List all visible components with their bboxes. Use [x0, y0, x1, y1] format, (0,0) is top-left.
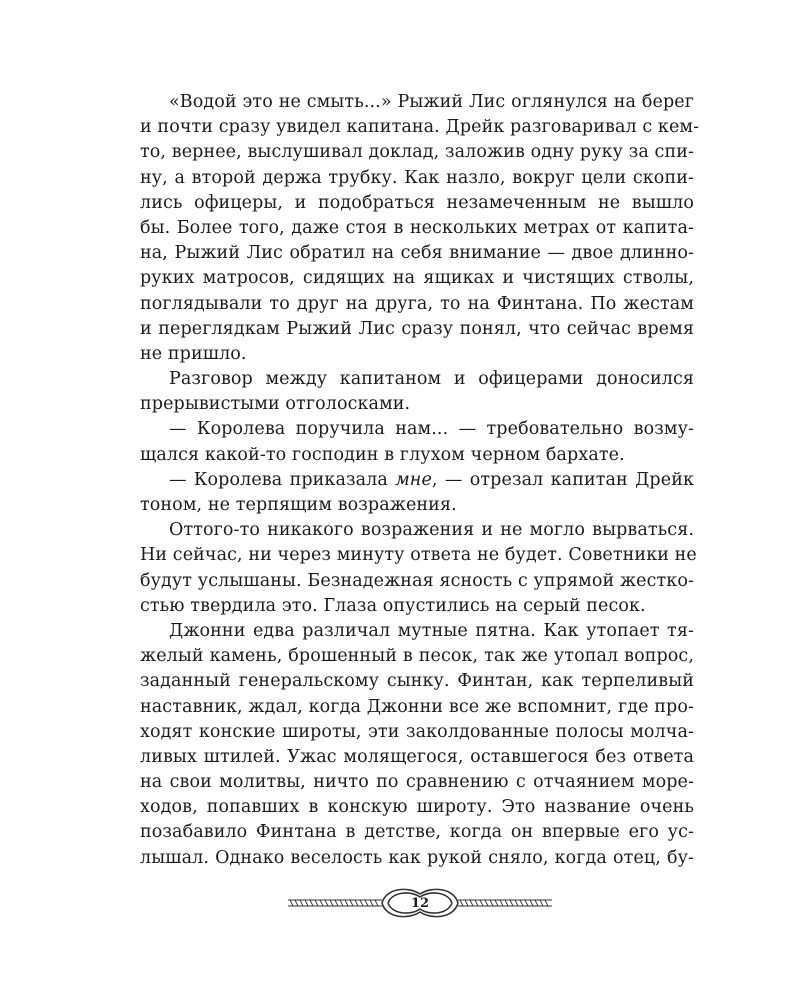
- text-line: Джонни едва различал мутные пятна. Как утопает тя-: [169, 620, 694, 641]
- text-fragment: — Королева приказала: [169, 469, 396, 490]
- text-line: [140, 468, 694, 493]
- text-line: тоном, не терпящим возражения.: [140, 495, 457, 515]
- text-line: поглядывали то друг на друга, то на Финтана. По жестам: [140, 293, 694, 314]
- text-line: Разговор между капитаном и офицерами доносился: [169, 369, 694, 390]
- text-line: стью твердила это. Глаза опустились на серый песок.: [140, 595, 646, 616]
- text-line: ну, а второй держа трубку. Как назло, вокруг цели скопи-: [140, 167, 694, 188]
- text-line: и переглядкам Рыжий Лис сразу понял, что сейчас время: [140, 318, 694, 339]
- text-line: ливых штилей. Ужас молящегося, оставшегося без ответа: [140, 746, 694, 767]
- text-line: заданный генеральскому сынку. Финтан, как терпеливый: [140, 671, 694, 692]
- text-line: и почти сразу увидел капитана. Дрейк разговаривал с кем-: [140, 117, 700, 138]
- text-line: позабавило Финтана в детстве, когда он впервые его ус-: [140, 822, 694, 843]
- text-line: руких матросов, сидящих на ящиках и чистящих стволы,: [140, 268, 694, 289]
- text-line: лись офицеры, и подобраться незамеченным не вышло: [140, 192, 694, 213]
- body-text: [140, 90, 700, 871]
- text-line: наставник, ждал, когда Джонни все же вспомнит, где про-: [140, 696, 694, 717]
- text-line: желый камень, брошенный в песок, так же утопал вопрос,: [140, 646, 694, 667]
- text-line: прерывистыми отголосками.: [140, 394, 411, 415]
- text-line: щался какой-то господин в глухом черном бархате.: [140, 444, 625, 465]
- text-line: на, Рыжий Лис обратил на себя внимание — двое длинно-: [140, 243, 694, 264]
- text-line: бы. Более того, даже стоя в нескольких метрах от капита-: [140, 217, 694, 238]
- text-line: — Королева поручила нам... — требовательно возму-: [169, 419, 694, 440]
- text-line: лышал. Однако веселость как рукой сняло, когда отец, бу-: [140, 847, 694, 868]
- page-footer-ornament: [286, 884, 554, 924]
- text-line: не пришло.: [140, 343, 247, 364]
- text-line: Оттого-то никакого возражения и не могло вырваться.: [169, 520, 694, 541]
- emphasis-word: мне: [395, 469, 432, 490]
- text-line: то, вернее, выслушивал доклад, заложив одну руку за спи-: [140, 142, 694, 163]
- text-line: «Водой это не смыть...» Рыжий Лис оглянулся на берег: [169, 92, 694, 112]
- text-line: будут услышаны. Безнадежная ясность с упрямой жестко-: [140, 570, 694, 591]
- text-line: Ни сейчас, ни через минуту ответа не будет. Советники не: [140, 545, 697, 566]
- text-line: ходов, попавших в конскую широту. Это название очень: [140, 797, 694, 818]
- text-fragment: , — отрезал капитан Дрейк: [431, 469, 694, 490]
- text-line: на свои молитвы, ничто по сравнению с отчаянием море-: [140, 772, 694, 793]
- page-number: 12: [410, 896, 430, 911]
- text-line: ходят конские широты, эти заколдованные полосы молча-: [140, 721, 694, 742]
